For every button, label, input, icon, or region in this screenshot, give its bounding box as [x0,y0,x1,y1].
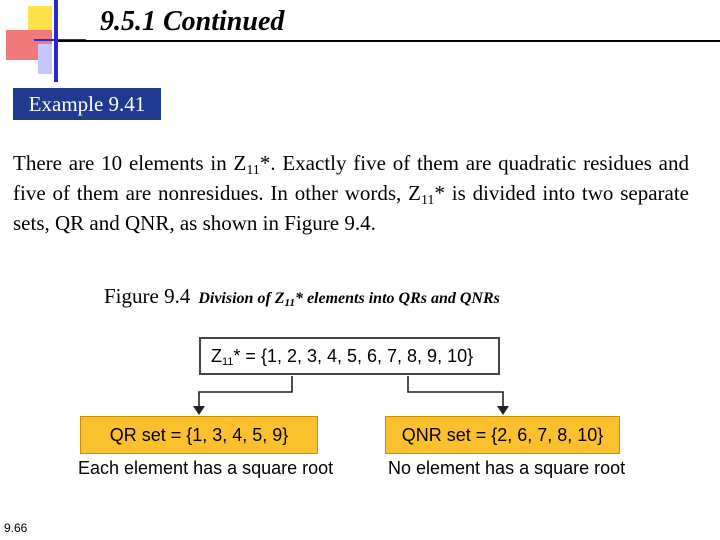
z11-set-subscript: 11 [222,356,234,368]
figure-title-start: Division of Z [198,290,285,307]
qnr-arrow-head [497,406,509,415]
example-label: Example 9.41 [13,88,161,120]
figure-title-end: * elements into QRs and QNRs [294,290,500,307]
qnr-note: No element has a square root [388,458,626,478]
z11-set-elements: * = {1, 2, 3, 4, 5, 6, 7, 8, 9, 10} [233,346,474,366]
qnr-branch-line [408,376,503,407]
qr-branch-line [199,376,292,407]
qr-arrow-head [193,406,205,415]
paragraph-part-1: There are 10 elements in Z [13,151,247,175]
qr-set-box: QR set = {1, 3, 4, 5, 9} [80,416,318,454]
qnr-set-box: QNR set = {2, 6, 7, 8, 10} [385,416,620,454]
paragraph-subscript-2: 11 [420,193,435,208]
qr-note: Each element has a square root [78,458,334,478]
figure-number: Figure 9.4 [104,284,191,308]
z11-set-prefix: Z [211,346,222,366]
paragraph-part-3: * is divided into two separate sets, QR and QNR, as shown in Figure 9.4. [13,181,689,235]
figure-title-subscript: 11 [284,297,295,309]
page-number: 9.66 [4,521,28,535]
paragraph-subscript-1: 11 [246,163,260,178]
slide-title: 9.5.1 Continued [100,6,285,37]
paragraph-part-2: *. Exactly five of them are quadratic residues and five of them are nonresidues. In other words, Z [13,151,689,205]
